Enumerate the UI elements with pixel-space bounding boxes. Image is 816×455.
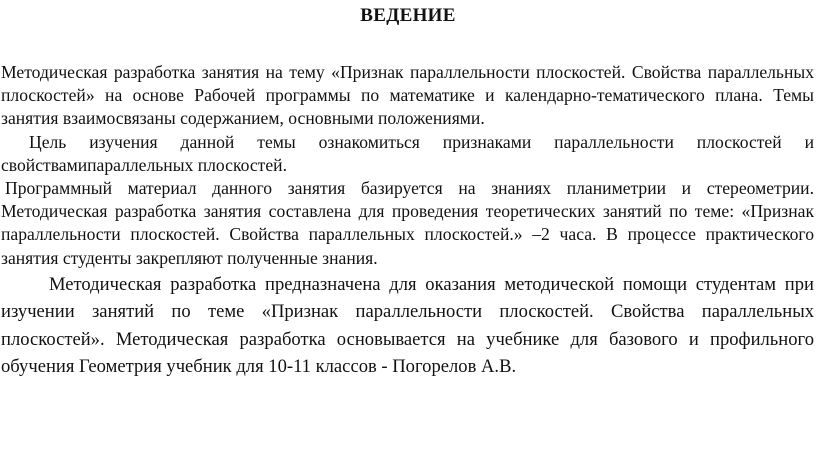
page-title: ВЕДЕНИЕ [360, 5, 456, 26]
paragraph-intro: Методическая разработка занятия на тему «Признак параллельности плоскостей. Свойства параллельных плоскостей» на основе Рабочей программы по математике и календарно-тематического плана. Темы занятия взаимосвязаны содержанием, основными положениями. [1, 62, 814, 129]
document-body [1, 61, 814, 381]
paragraph-goal: Цель изучения данной темы ознакомиться признаками параллельности плоскостей и свойствамипараллельных плоскостей. [1, 131, 814, 175]
paragraph-purpose: Методическая разработка предназначена для оказания методической помощи студентам при изучении занятий по теме «Признак параллельности плоскостей. Свойства параллельных плоскостей». Методическая разработка основывается на учебнике для базового и профильного обучения Геометрия учебник для 10-11 классов - Погорелов А.В. [1, 273, 814, 378]
paragraph-program: Программный материал данного занятия базируется на знаниях планиметрии и стереометрии. Методическая разработка занятия составлена для проведения теоретических занятий по теме: «Признак параллельности плоскостей. Свойства параллельных плоскостей.» –2 часа. В процессе практического занятия студенты закрепляют полученные знания. [1, 178, 814, 268]
